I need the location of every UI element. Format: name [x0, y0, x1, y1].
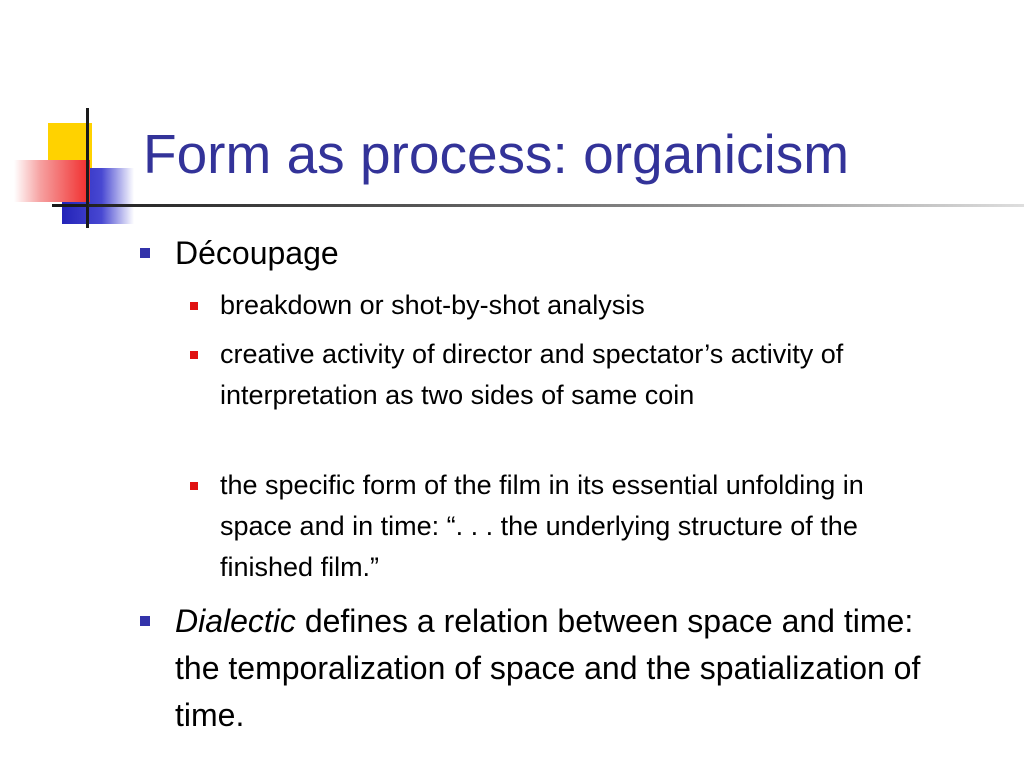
- sub-bullet-text: the specific form of the film in its essential unfolding in space and in time: “. . . the underlying structure of the finished film.”: [220, 470, 864, 582]
- sub-bullet: [220, 285, 900, 326]
- bullet-square-icon: [190, 302, 198, 310]
- sub-bullet: [220, 334, 910, 416]
- sub-bullet-text: breakdown or shot-by-shot analysis: [220, 290, 645, 320]
- bullet-term: Dialectic: [175, 603, 296, 639]
- bullet-square-icon: [190, 482, 198, 490]
- sub-bullet: [220, 465, 870, 588]
- bullet-dialectic: [175, 598, 950, 739]
- slide-title: Form as process: organicism: [143, 123, 850, 185]
- bullet-text: defines a relation between space and time: the temporalization of space and the spatialization of time.: [175, 603, 921, 733]
- bullet-square-icon: [190, 351, 198, 359]
- bullet-square-icon: [140, 248, 150, 258]
- sub-bullet-text: creative activity of director and spectator’s activity of interpretation as two sides of same coin: [220, 339, 844, 410]
- bullet-square-icon: [140, 616, 150, 626]
- bullet-text: Découpage: [175, 235, 339, 271]
- bullet-decoupage: [175, 230, 935, 277]
